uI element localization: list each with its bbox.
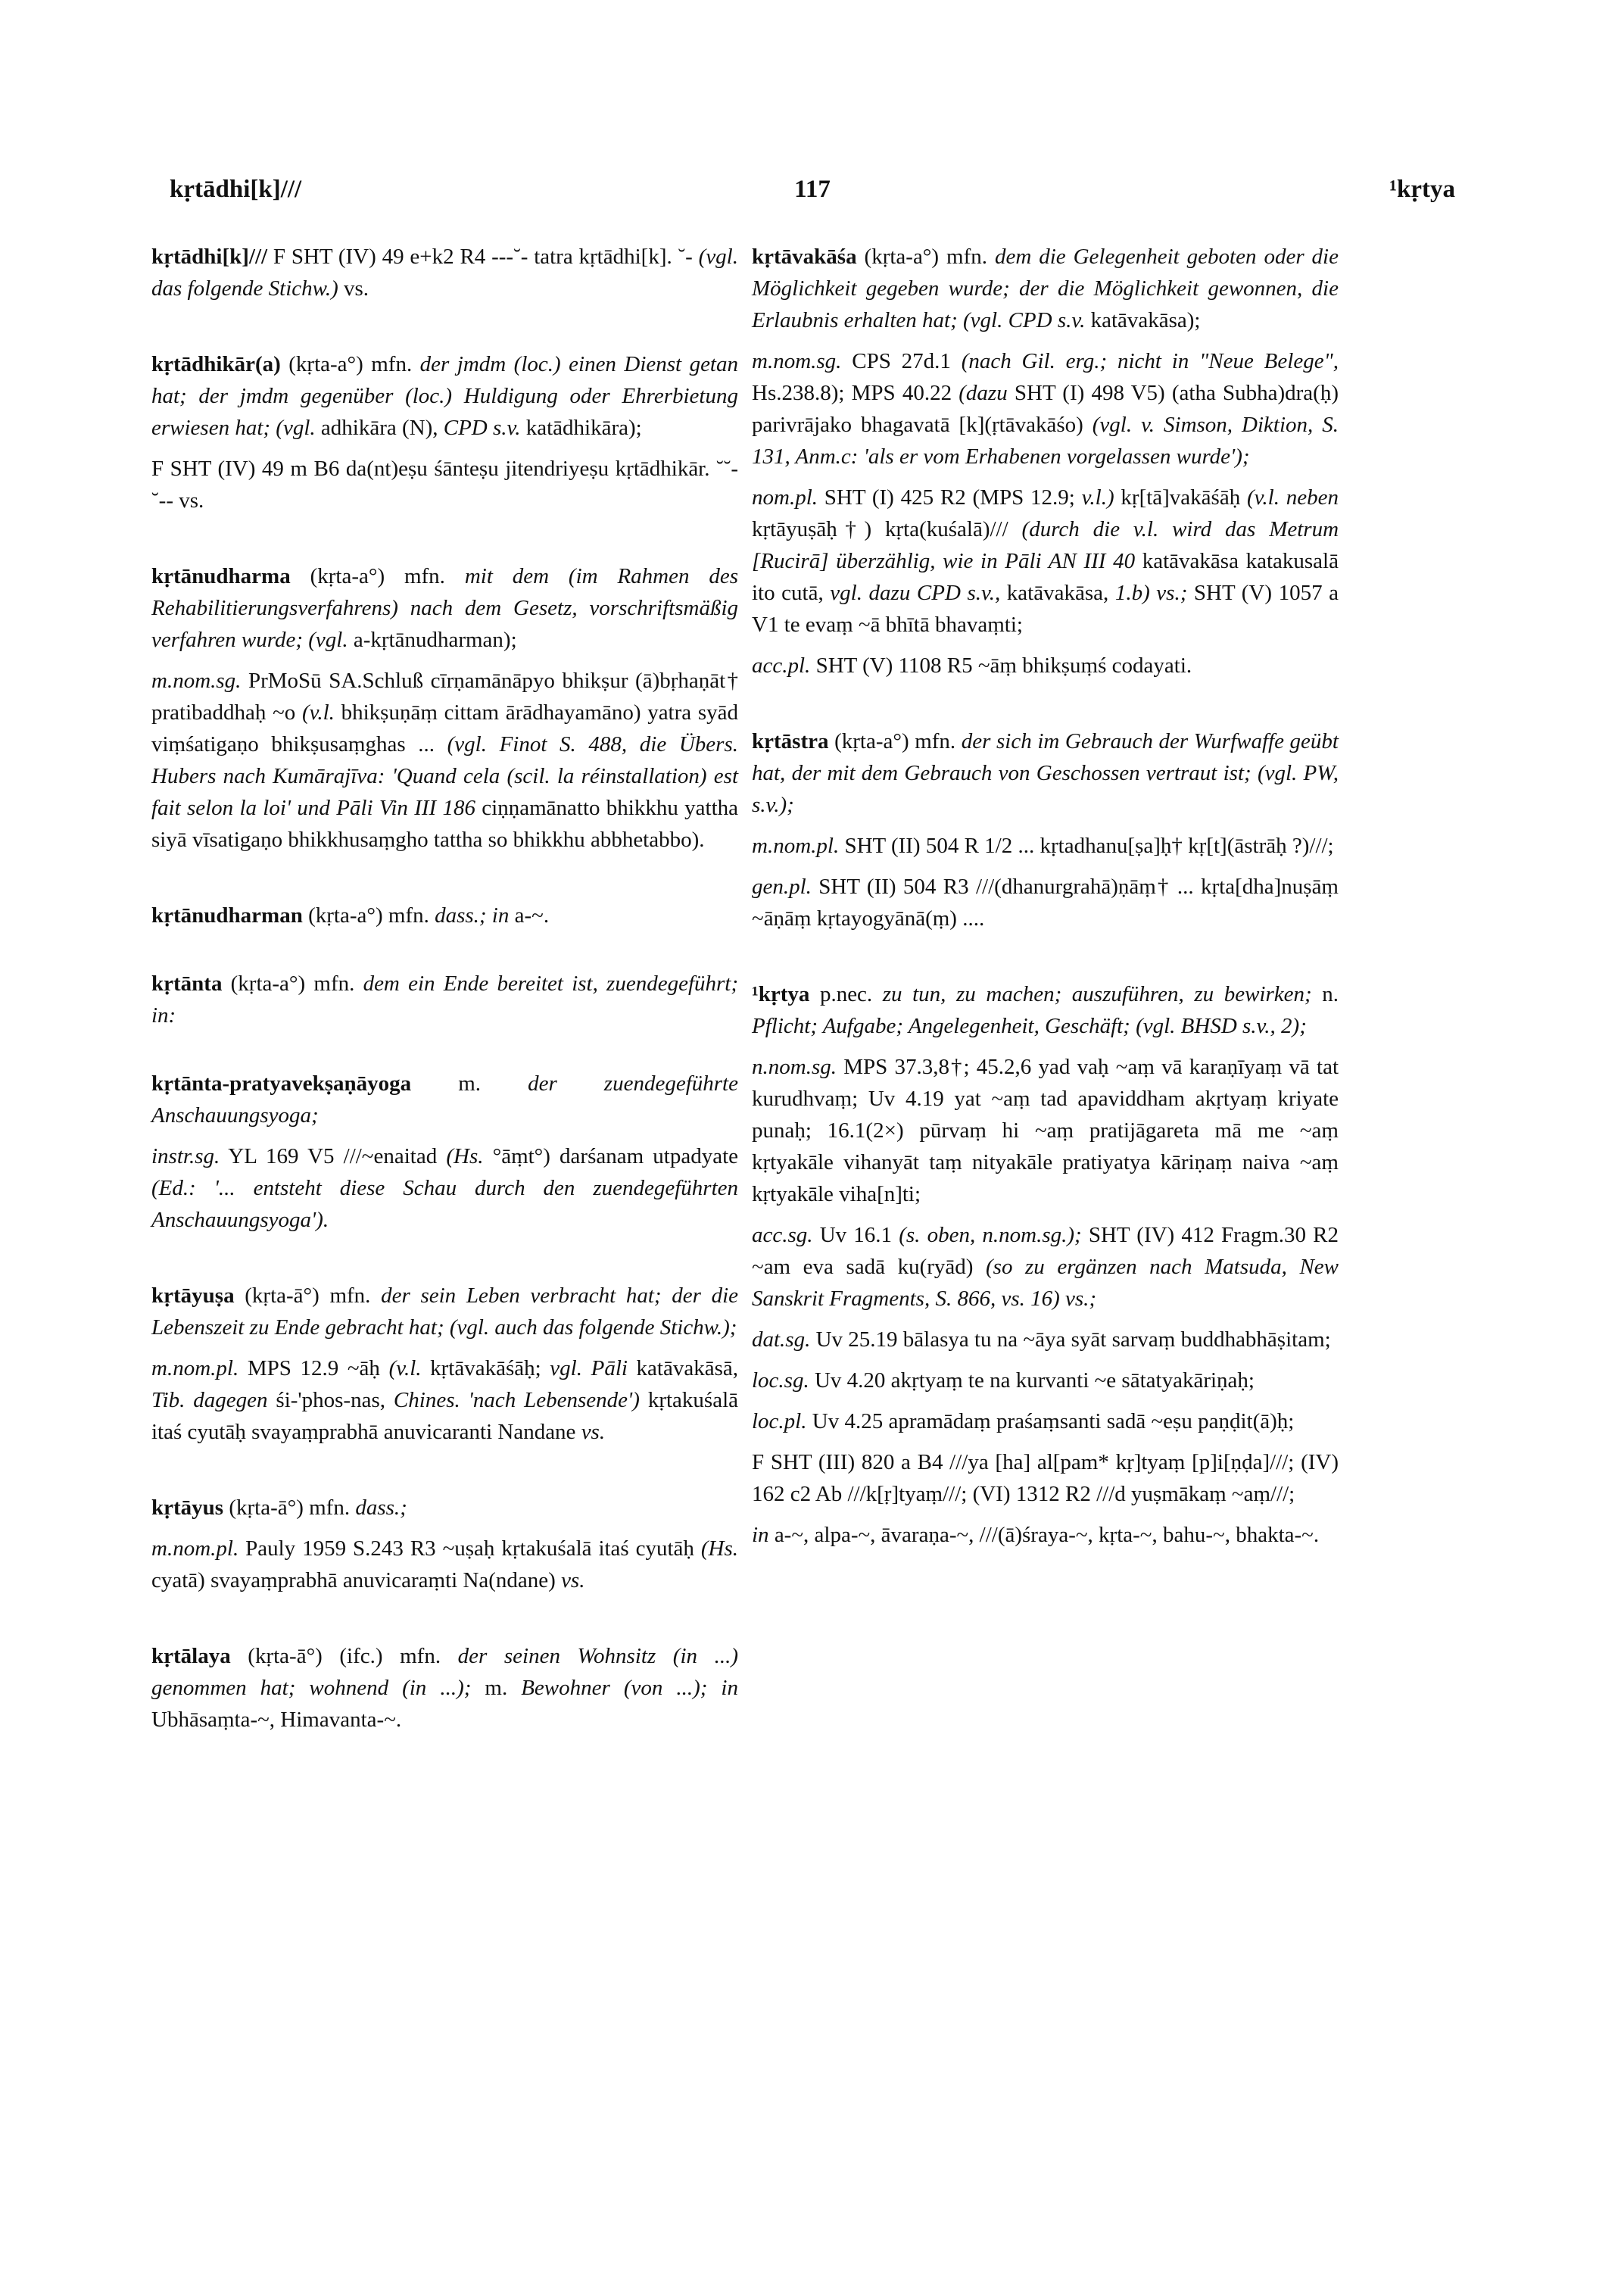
citation: m.nom.sg. CPS 27d.1 (nach Gil. erg.; nicht in "Neue Belege", Hs.238.8); MPS 40.22 (dazu SHT (I) 498 V5) (atha Subha)dra(ḥ) parivrājako bhagavatā [k](ṛtāvakāśo) (vgl. v. Simson, Diktion, S. 131, Anm.c: 'als er vom Erhabenen vorgelassen wurde');: [752, 349, 1339, 469]
citation: m.nom.sg. PrMoSū SA.Schluß cīrṇamānāpyo bhikṣur (ā)bṛhaṇāt† pratibaddhaḥ ~o (v.l. bhikṣuṇāṃ cittam ārādhayamāno) yatra syād viṃśatigaṇo bhikṣusaṃghas ... (vgl. Finot S. 488, die Übers. Hubers nach Kumārajīva: 'Quand cela (scil. la réinstallation) est fait selon la loi' und Pāli Vin III 186 ciṇṇamānatto bhikkhu yattha siyā vīsatigaṇo bhikkhusaṃgho tattha so bhikkhu abbhetabbo).: [151, 669, 739, 852]
citation: m.nom.pl. MPS 12.9 ~āḥ (v.l. kṛtāvakāśāḥ; vgl. Pāli katāvakāsā, Tib. dagegen śi-'phos-nas, Chines. 'nach Lebensende') kṛtakuśalā itaś cyutāḥ svayaṃprabhā anuvicaranti Nandane vs.: [151, 1356, 739, 1444]
entry-kṛtānudharman: [151, 900, 738, 931]
citation: n.nom.sg. MPS 37.3,8†; 45.2,6 yad vaḥ ~aṃ vā karaṇīyaṃ vā tat kurudhvaṃ; Uv 4.19 yat ~aṃ tad apaviddham akṛtyaṃ kriyate punaḥ; 16.1(2×) pūrvaṃ hi ~aṃ pratijāgareta mā me ~aṃ kṛtyakāle vihanyāt taṃ nityakāle pratiyatya kāriṇaṃ naiva ~aṃ kṛtyakāle viha[n]ti;: [752, 1055, 1339, 1206]
headword: kṛtānta: [151, 972, 223, 996]
citation: acc.pl. SHT (V) 1108 R5 ~āṃ bhikṣuṃś codayati.: [752, 653, 1192, 678]
entry-text: kṛtālaya (kṛta-ā°) (ifc.) mfn. der seinen Wohnsitz (in ...) genommen hat; wohnend (in ...); m. Bewohner (von ...); in Ubhāsaṃta-~, Himavanta-~.: [151, 1644, 738, 1732]
entry-text: ¹kṛtya p.nec. zu tun, zu machen; auszuführen, zu bewirken; n. Pflicht; Aufgabe; Angelegenheit, Geschäft; (vgl. BHSD s.v., 2);: [752, 982, 1339, 1038]
entry-kṛtānta: [151, 968, 738, 1031]
left-column: [151, 241, 738, 1779]
running-head: [170, 176, 1455, 214]
citation: loc.pl. Uv 4.25 apramādaṃ praśaṃsanti sadā ~eṣu paṇḍit(ā)ḥ;: [752, 1409, 1295, 1433]
citation: loc.sg. Uv 4.20 akṛtyaṃ te na kurvanti ~e sātatyakāriṇaḥ;: [752, 1368, 1255, 1393]
entry-kṛtānta-pratyavekṣaṇāyoga: [151, 1068, 738, 1236]
entry-kṛtānudharma: [151, 560, 738, 856]
headword: kṛtāvakāśa: [752, 245, 857, 269]
entry-text: kṛtāyuṣa (kṛta-ā°) mfn. der sein Leben verbracht hat; der die Lebenszeit zu Ende gebracht hat; (vgl. auch das folgende Stichw.);: [151, 1284, 738, 1340]
citation: m.nom.pl. Pauly 1959 S.243 R3 ~uṣaḥ kṛtakuśalā itaś cyutāḥ (Hs. cyatā) svayaṃprabhā anuvicaraṃti Na(ndane) vs.: [151, 1536, 738, 1592]
entry-kṛtādhikāra: [151, 348, 738, 516]
headword: ¹kṛtya: [752, 982, 810, 1006]
headword: kṛtānta-pratyavekṣaṇāyoga: [151, 1071, 412, 1096]
entry-kṛtāstra: [752, 725, 1339, 934]
entry-text: kṛtānudharma (kṛta-a°) mfn. mit dem (im Rahmen des Rehabilitierungsverfahrens) nach dem Gesetz, vorschriftsmäßig verfahren wurde; (vgl. a-kṛtānudharman);: [151, 564, 739, 652]
citation: instr.sg. YL 169 V5 ///~enaitad (Hs. °āṃt°) darśanam utpadyate (Ed.: '... entsteht diese Schau durch den zuendegeführten Anschauungsyoga').: [151, 1144, 738, 1232]
entry-text: kṛtāvakāśa (kṛta-a°) mfn. dem die Gelegenheit geboten oder die Möglichkeit gegeben wurde; der die Möglichkeit gewonnen, die Erlaubnis erhalten hat; (vgl. CPD s.v. katāvakāsa);: [752, 245, 1339, 332]
entry-kṛtādhik: [151, 241, 738, 304]
header-right-catchword: ¹kṛtya: [1389, 176, 1455, 203]
headword: kṛtāyuṣa: [151, 1284, 235, 1308]
headword: kṛtādhi[k]///: [151, 245, 268, 269]
citation: nom.pl. SHT (I) 425 R2 (MPS 12.9; v.l.) kṛ[tā]vakāśāḥ (v.l. neben kṛtāyuṣāḥ†) kṛta(kuśalā)/// (durch die v.l. wird das Metrum [Rucirā] überzählig, wie in Pāli AN III 40 katāvakāsa katakusalā ito cutā, vgl. dazu CPD s.v., katāvakāsa, 1.b) vs.; SHT (V) 1057 a V1 te evaṃ ~ā bhītā bhavaṃti;: [752, 485, 1339, 637]
entry-text: kṛtāyus (kṛta-ā°) mfn. dass.;: [151, 1496, 407, 1520]
entry-text: kṛtānta (kṛta-a°) mfn. dem ein Ende bereitet ist, zuendegeführt; in:: [151, 972, 739, 1028]
entry-kṛtya: [752, 978, 1339, 1551]
header-left-catchword: kṛtādhi[k]///: [170, 176, 302, 203]
headword: kṛtānudharma: [151, 564, 291, 588]
right-column: [752, 241, 1339, 1595]
citation: gen.pl. SHT (II) 504 R3 ///(dhanurgrahā)ṇāṃ† ... kṛta[dha]nuṣāṃ ~āṇāṃ kṛtayogyānā(ṃ) ....: [752, 875, 1339, 931]
headword: kṛtādhikār(a): [151, 352, 281, 376]
entry-text: kṛtāstra (kṛta-a°) mfn. der sich im Gebrauch der Wurfwaffe geübt hat, der mit dem Gebrauch von Geschossen vertraut ist; (vgl. PW, s.v.);: [752, 729, 1339, 817]
entry-kṛtāyuṣa: [151, 1280, 738, 1448]
headword: kṛtāstra: [752, 729, 829, 753]
citation: F SHT (III) 820 a B4 ///ya [ha] al[pam* kṛ]tyaṃ [p]i[ṇḍa]///; (IV) 162 c2 Ab ///k[ṛ]tyaṃ///; (VI) 1312 R2 ///d yuṣmākaṃ ~aṃ///;: [752, 1450, 1339, 1506]
headword: kṛtānudharman: [151, 903, 303, 928]
entry-text: kṛtādhi[k]/// F SHT (IV) 49 e+k2 R4 ---˘- tatra kṛtādhi[k]. ˘- (vgl. das folgende Stichw.) vs.: [151, 245, 738, 301]
page-number: 117: [794, 176, 831, 203]
citation: in a-~, alpa-~, āvaraṇa-~, ///(ā)śraya-~, kṛta-~, bahu-~, bhakta-~.: [752, 1523, 1320, 1547]
entry-kṛtāvakāśa: [752, 241, 1339, 682]
entry-text: kṛtānudharman (kṛta-a°) mfn. dass.; in a-~.: [151, 903, 550, 928]
entry-kṛtāyus: [151, 1492, 738, 1596]
headword: kṛtālaya: [151, 1644, 231, 1668]
citation: acc.sg. Uv 16.1 (s. oben, n.nom.sg.); SHT (IV) 412 Fragm.30 R2 ~am eva sadā ku(ryād) (so zu ergänzen nach Matsuda, New Sanskrit Fragments, S. 866, vs. 16) vs.;: [752, 1223, 1339, 1311]
citation: dat.sg. Uv 25.19 bālasya tu na ~āya syāt sarvaṃ buddhabhāṣitam;: [752, 1327, 1331, 1352]
entry-kṛtālaya: [151, 1640, 738, 1736]
entry-text: kṛtādhikār(a) (kṛta-a°) mfn. der jmdm (loc.) einen Dienst getan hat; der jmdm gegenüber (loc.) Huldigung oder Ehrerbietung erwiesen hat; (vgl. adhikāra (N), CPD s.v. katādhikāra);: [151, 352, 738, 440]
entry-text: kṛtānta-pratyavekṣaṇāyoga m. der zuendegeführte Anschauungsyoga;: [151, 1071, 738, 1128]
citation: F SHT (IV) 49 m B6 da(nt)eṣu śānteṣu jitendriyeṣu kṛtādhikār. ˘˘-˘-- vs.: [151, 457, 738, 513]
headword: kṛtāyus: [151, 1496, 224, 1520]
citation: m.nom.pl. SHT (II) 504 R 1/2 ... kṛtadhanu[ṣa]ḥ† kṛ[t](āstrāḥ ?)///;: [752, 834, 1334, 858]
